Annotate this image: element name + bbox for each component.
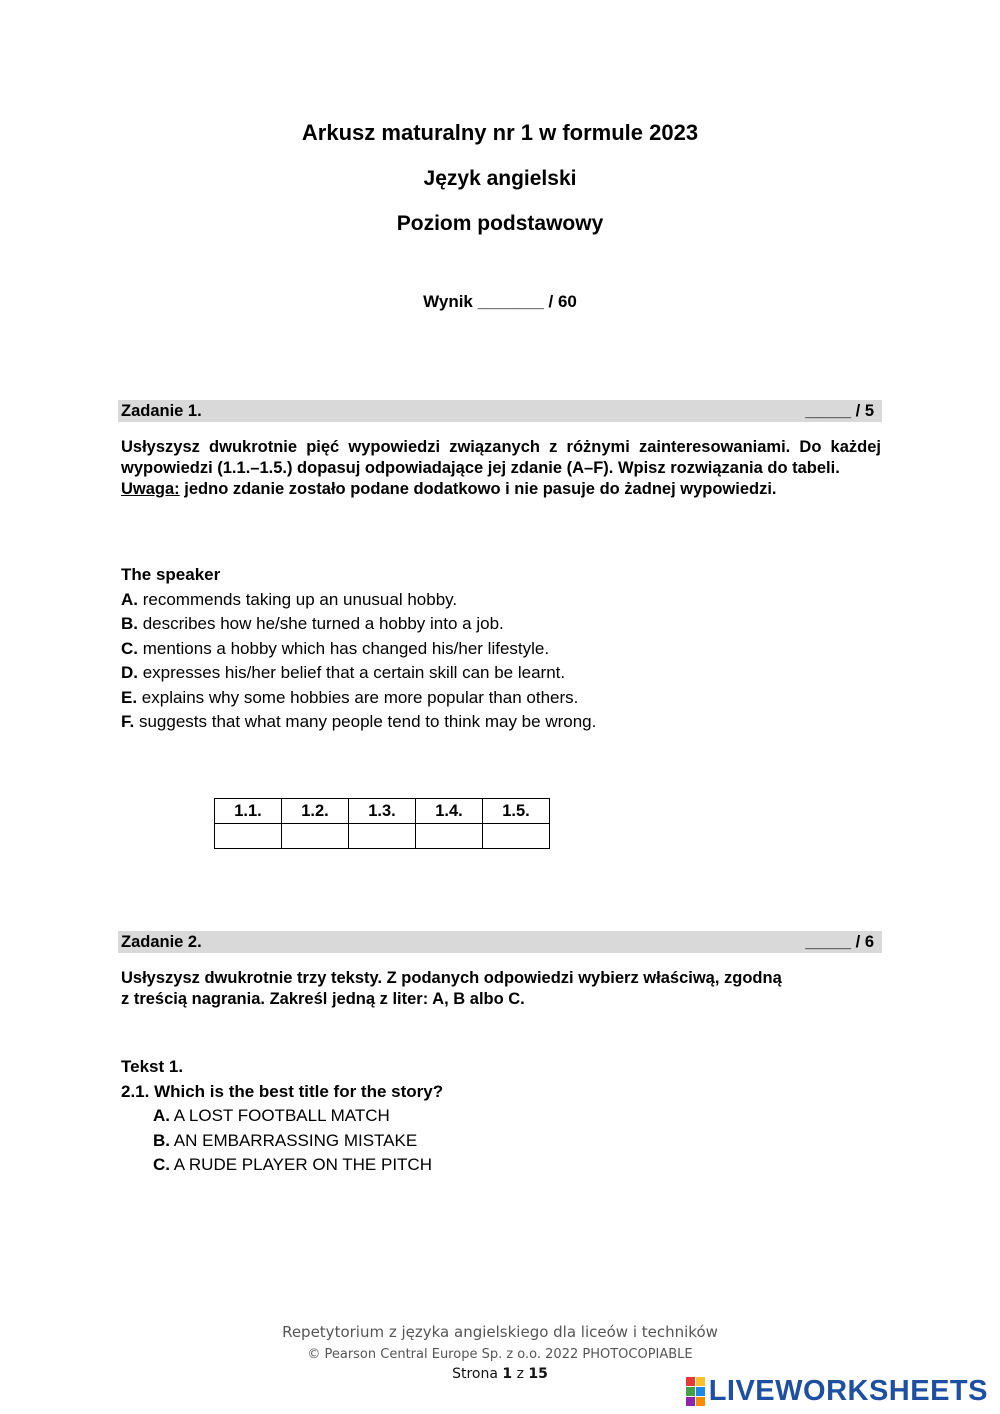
task1-header — [118, 400, 882, 422]
option-a: A. recommends taking up an unusual hobby. — [121, 589, 458, 609]
answer-cell-1-3[interactable] — [349, 824, 416, 849]
footer-book-title: Repetytorium z języka angielskiego dla liceów i techników — [282, 1323, 718, 1341]
answer-header-1-2: 1.2. — [282, 799, 349, 824]
task2-header — [118, 931, 882, 953]
task1-note — [121, 479, 881, 500]
level-title: Poziom podstawowy — [396, 212, 604, 235]
choice-c[interactable]: C. A RUDE PLAYER ON THE PITCH — [153, 1155, 432, 1174]
total-score: Wynik _______ / 60 — [423, 292, 577, 311]
option-e: E. explains why some hobbies are more popular than others. — [121, 687, 579, 707]
option-b: B. describes how he/she turned a hobby into a job. — [121, 614, 504, 633]
speaker-heading: The speaker — [121, 565, 221, 584]
question-2-1: 2.1. Which is the best title for the story? — [121, 1081, 444, 1101]
option-c: C. mentions a hobby which has changed his/her lifestyle. — [121, 638, 550, 658]
task2-title: Zadanie 2. — [121, 932, 202, 951]
subject-title: Język angielski — [423, 167, 577, 190]
text-label: Tekst 1. — [121, 1057, 184, 1076]
task2-instruction-line2: z treścią nagrania. Zakreśl jedną z liter: A, B albo C. — [121, 990, 525, 1008]
task2-instruction-line1: Usłyszysz dwukrotnie trzy teksty. Z podanych odpowiedzi wybierz właściwą, zgodną — [121, 969, 782, 987]
liveworksheets-watermark — [686, 1375, 988, 1408]
watermark-text: LIVEWORKSHEETS — [708, 1375, 988, 1407]
document-title: Arkusz maturalny nr 1 w formule 2023 — [301, 120, 699, 145]
footer-copyright: © Pearson Central Europe Sp. z o.o. 2022 PHOTOCOPIABLE — [307, 1347, 693, 1362]
answer-header-1-3: 1.3. — [349, 799, 416, 824]
task2-points: _____ / 6 — [805, 932, 874, 951]
task1-instruction: Usłyszysz dwukrotnie pięć wypowiedzi związanych z różnymi zainteresowaniami. Do każdej wypowiedzi (1.1.–1.5.) dopasuj odpowiadające jej zdanie (A–F). Wpisz rozwiązania do tabeli. — [121, 438, 881, 477]
answer-header-1-1: 1.1. — [215, 799, 282, 824]
choice-b[interactable]: B. AN EMBARRASSING MISTAKE — [153, 1130, 418, 1150]
option-d: D. expresses his/her belief that a certain skill can be learnt. — [121, 663, 566, 682]
answer-cell-1-1[interactable] — [215, 824, 282, 849]
answer-cell-1-5[interactable] — [483, 824, 550, 849]
option-f: F. suggests that what many people tend to think may be wrong. — [121, 712, 597, 731]
answer-header-1-5: 1.5. — [483, 799, 550, 824]
task1-points: _____ / 5 — [805, 401, 874, 420]
answer-cell-1-2[interactable] — [282, 824, 349, 849]
task2-choices — [153, 1104, 432, 1178]
task2-question-block — [121, 1055, 443, 1104]
answer-table-input-row — [215, 824, 550, 849]
answer-table — [214, 798, 550, 849]
footer-page-number: Strona 1 z 15 — [452, 1366, 548, 1382]
answer-header-1-4: 1.4. — [416, 799, 483, 824]
speaker-options — [121, 563, 596, 735]
answer-cell-1-4[interactable] — [416, 824, 483, 849]
note-text: jedno zdanie zostało podane dodatkowo i nie pasuje do żadnej wypowiedzi. — [179, 480, 777, 498]
liveworksheets-logo-icon — [686, 1377, 705, 1406]
task1-title: Zadanie 1. — [121, 401, 202, 420]
task2-instruction-block — [121, 968, 881, 1010]
task1-instruction-block — [121, 437, 881, 500]
choice-a[interactable]: A. A LOST FOOTBALL MATCH — [153, 1106, 390, 1125]
answer-table-header-row — [215, 799, 550, 824]
note-label: Uwaga: — [121, 480, 180, 498]
